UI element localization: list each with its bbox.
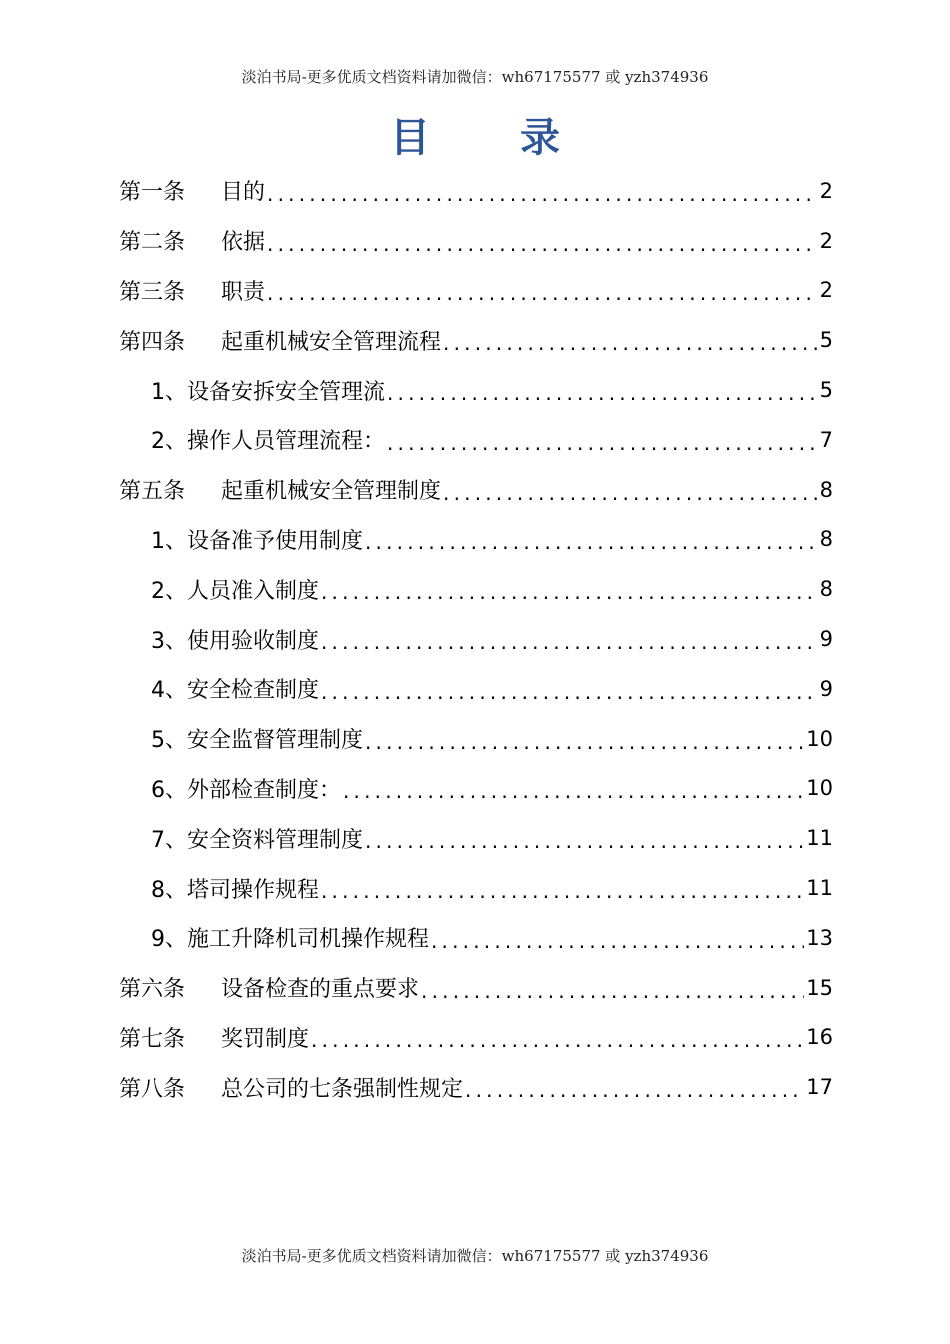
toc-entry-number: 第二条 [119,230,186,256]
toc-page-number: 5 [819,328,833,353]
page-header: 淡泊书局-更多优质文档资料请加微信：wh67175577 或 yzh374936 [241,68,709,86]
toc-entry[interactable] [119,813,833,863]
toc-entry[interactable] [119,365,833,415]
toc-entry-title [119,325,441,356]
toc-entry-number: 第五条 [119,479,186,505]
toc-entry-label: 9、施工升降机司机操作规程 [151,927,429,953]
toc-dot-leader [365,829,804,853]
toc-dot-leader [343,779,804,803]
toc-dot-leader [267,182,818,206]
toc-page-number: 8 [819,577,833,602]
toc-page-number: 10 [806,776,833,801]
toc-entry-label: 设备检查的重点要求 [221,977,420,1003]
toc-dot-leader [321,680,818,704]
toc-entry-number: 第七条 [119,1026,186,1052]
toc-entry-label: 起重机械安全管理流程 [221,329,442,355]
toc-entry[interactable] [119,913,833,963]
toc-dot-leader [365,730,804,754]
toc-entry-number: 第三条 [119,279,186,305]
toc-page-number: 2 [819,228,833,253]
toc-entry-title [151,524,363,555]
page-footer: 淡泊书局-更多优质文档资料请加微信：wh67175577 或 yzh374936 [241,1247,709,1265]
table-of-contents [119,166,833,1112]
toc-page-number: 15 [806,975,833,1000]
toc-page-number: 16 [806,1025,833,1050]
toc-entry-label: 2、操作人员管理流程： [151,429,385,455]
toc-page-number: 8 [819,527,833,552]
toc-entry-title [119,225,265,256]
toc-entry-label: 2、人员准入制度 [151,578,319,604]
toc-entry[interactable] [119,1062,833,1112]
toc-dot-leader [443,331,818,355]
toc-entry-title [151,574,319,605]
toc-dot-leader [321,879,804,903]
toc-entry-number: 第四条 [119,329,186,355]
toc-entry[interactable] [119,166,833,216]
toc-entry-number: 第一条 [119,180,186,206]
toc-dot-leader [387,381,818,405]
toc-dot-leader [321,580,818,604]
toc-entry-label: 总公司的七条强制性规定 [221,1076,464,1102]
toc-entry[interactable] [119,415,833,465]
toc-entry-title [151,624,319,655]
toc-dot-leader [365,530,818,554]
toc-entry[interactable] [119,564,833,614]
toc-entry[interactable] [119,216,833,266]
toc-entry[interactable] [119,465,833,515]
toc-entry-label: 依据 [221,230,266,256]
toc-entry[interactable] [119,266,833,316]
toc-entry-title [151,873,319,904]
toc-page-number: 9 [819,627,833,652]
toc-dot-leader [421,979,804,1003]
toc-entry-title [119,175,265,206]
toc-entry-label: 1、设备准予使用制度 [151,528,363,554]
toc-entry-label: 奖罚制度 [221,1026,310,1052]
toc-entry-label: 4、安全检查制度 [151,678,319,704]
toc-entry-label: 7、安全资料管理制度 [151,827,363,853]
toc-dot-leader [465,1078,804,1102]
toc-dot-leader [311,1028,804,1052]
toc-entry-title [151,823,363,854]
toc-page-number: 10 [806,726,833,751]
toc-entry-label: 3、使用验收制度 [151,628,319,654]
toc-page-number: 2 [819,278,833,303]
toc-entry[interactable] [119,963,833,1013]
toc-entry[interactable] [119,315,833,365]
toc-entry-label: 1、设备安拆安全管理流 [151,379,385,405]
toc-entry[interactable] [119,764,833,814]
toc-page-number: 9 [819,676,833,701]
toc-entry-title [151,673,319,704]
toc-entry[interactable] [119,614,833,664]
toc-page-number: 7 [819,427,833,452]
toc-page-number: 11 [806,826,833,851]
toc-entry-label: 职责 [221,279,266,305]
toc-entry[interactable] [119,515,833,565]
toc-entry-title [151,922,429,953]
toc-entry[interactable] [119,714,833,764]
toc-entry-title [119,275,265,306]
toc-entry-title [151,773,341,804]
toc-dot-leader [267,281,818,305]
toc-entry-label: 6、外部检查制度： [151,777,341,803]
toc-entry-label: 起重机械安全管理制度 [221,479,442,505]
toc-entry-title [119,474,441,505]
toc-dot-leader [387,431,818,455]
toc-page-number: 13 [806,925,833,950]
toc-dot-leader [443,481,818,505]
toc-page-number: 11 [806,876,833,901]
toc-entry[interactable] [119,863,833,913]
toc-entry-title [119,1022,309,1053]
toc-entry-title [119,972,419,1003]
toc-entry-label: 8、塔司操作规程 [151,877,319,903]
toc-page-number: 2 [819,178,833,203]
toc-entry-title [119,1072,463,1103]
toc-page-number: 17 [806,1075,833,1100]
toc-entry-number: 第八条 [119,1076,186,1102]
toc-entry[interactable] [119,1013,833,1063]
toc-dot-leader [431,929,804,953]
toc-entry-title [151,424,385,455]
page-title: 目 录 [390,115,598,161]
toc-entry-number: 第六条 [119,977,186,1003]
toc-entry-label: 5、安全监督管理制度 [151,728,363,754]
toc-dot-leader [267,232,818,256]
toc-entry-title [151,375,385,406]
toc-page-number: 8 [819,477,833,502]
toc-entry[interactable] [119,664,833,714]
toc-dot-leader [321,630,818,654]
toc-entry-label: 目的 [221,180,266,206]
toc-page-number: 5 [819,378,833,403]
toc-entry-title [151,723,363,754]
